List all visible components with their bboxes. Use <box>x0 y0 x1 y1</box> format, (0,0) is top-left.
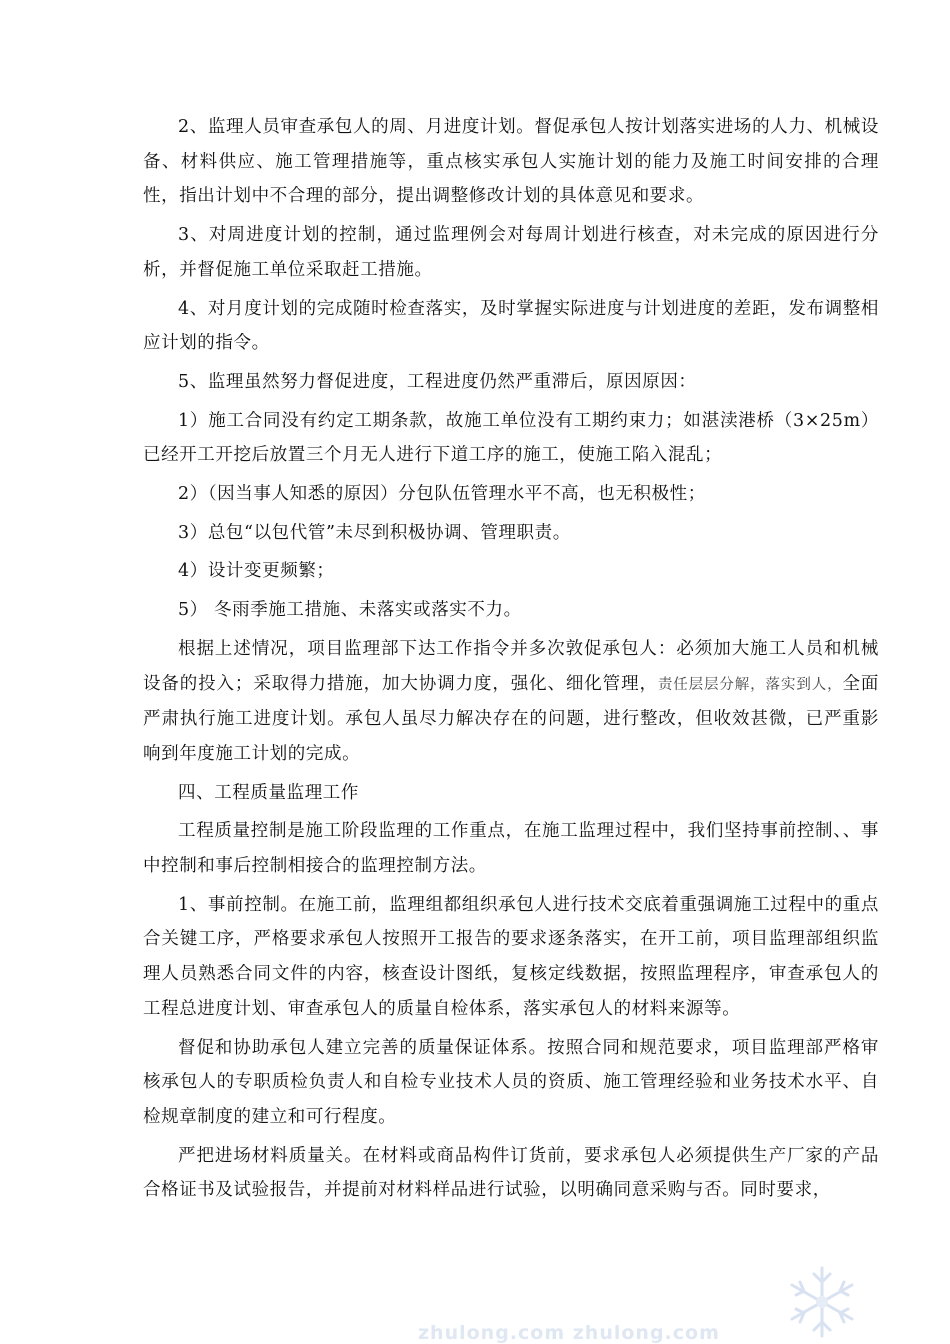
paragraph-weekly-monthly-plan-review: 2、监理人员审查承包人的周、月进度计划。督促承包人按计划落实进场的人力、机械设备、材料供应、施工管理措施等，重点核实承包人实施计划的能力及施工时间安排的合理性，指出计划中不合理的部分，提出调整修改计划的具体意见和要求。 <box>143 117 879 207</box>
paragraph-quality-control-intro: 工程质量控制是施工阶段监理的工作重点，在施工监理过程中，我们坚持事前控制、、事中控制和事后控制相接合的监理控制方法。 <box>143 821 879 877</box>
paragraph-work-instructions-part-1: 根据上述情况，项目监理部下达工作指令并多次敦促承包人：必须加大施工人员和机械设备的投入；采取得力措施，加大协调力度，强化、细化管理， <box>143 638 879 694</box>
paragraph-work-instructions <box>143 632 879 772</box>
paragraph-delay-reasons-intro: 5、监理虽然努力督促进度，工程进度仍然严重滞后，原因原因： <box>178 371 697 392</box>
snowflake-logo-icon <box>776 1262 868 1342</box>
section-heading-quality-supervision: 四、工程质量监理工作 <box>178 782 359 803</box>
paragraph-quality-assurance-system: 督促和协助承包人建立完善的质量保证体系。按照合同和规范要求，项目监理部严格审核承包人的专职质检负责人和自检专业技术人员的资质、施工管理经验和业务技术水平、自检规章制度的建立和可行程度。 <box>143 1037 879 1127</box>
paragraph-work-instructions-part-2: 全面严肃执行施工进度计划。承包人虽尽力解决存在的问题，进行整改，但收效甚微，已严重影响到年度施工计划的完成。 <box>143 673 879 764</box>
document-body <box>143 110 879 1212</box>
paragraph-pre-control: 1、事前控制。在施工前，监理组都组织承包人进行技术交底着重强调施工过程中的重点合关键工序，严格要求承包人按照开工报告的要求逐条落实，在开工前，项目监理部组织监理人员熟悉合同文件的内容，核查设计图纸，复核定线数据，按照监理程序，审查承包人的工程总进度计划、审查承包人的质量自检体系，落实承包人的材料来源等。 <box>143 894 879 1019</box>
paragraph-work-instructions-small-text: 责任层层分解，落实到人， <box>657 676 843 693</box>
paragraph-material-quality: 严把进场材料质量关。在材料或商品构件订货前，要求承包人必须提供生产厂家的产品合格证书及试验报告，并提前对材料样品进行试验，以明确同意采购与否。同时要求， <box>143 1145 879 1201</box>
paragraph-reason-3: 3）总包“以包代管”未尽到积极协调、管理职责。 <box>178 522 571 543</box>
paragraph-reason-4: 4）设计变更频繁； <box>178 561 335 582</box>
paragraph-reason-1: 1）施工合同没有约定工期条款，故施工单位没有工期约束力；如湛渎港桥（3×25m）已经开工开挖后放置三个月无人进行下道工序的施工，使施工陷入混乱； <box>143 410 879 466</box>
watermark-text: zhulong.com zhulong.com <box>418 1322 720 1344</box>
paragraph-monthly-plan-check: 4、对月度计划的完成随时检查落实，及时掌握实际进度与计划进度的差距，发布调整相应计划的指令。 <box>143 298 879 354</box>
paragraph-reason-5: 5） 冬雨季施工措施、未落实或落实不力。 <box>178 600 522 621</box>
paragraph-weekly-plan-control: 3、对周进度计划的控制，通过监理例会对每周计划进行核查，对未完成的原因进行分析，并督促施工单位采取赶工措施。 <box>143 225 879 280</box>
paragraph-reason-2: 2）（因当事人知悉的原因）分包队伍管理水平不高，也无积极性； <box>178 484 706 505</box>
